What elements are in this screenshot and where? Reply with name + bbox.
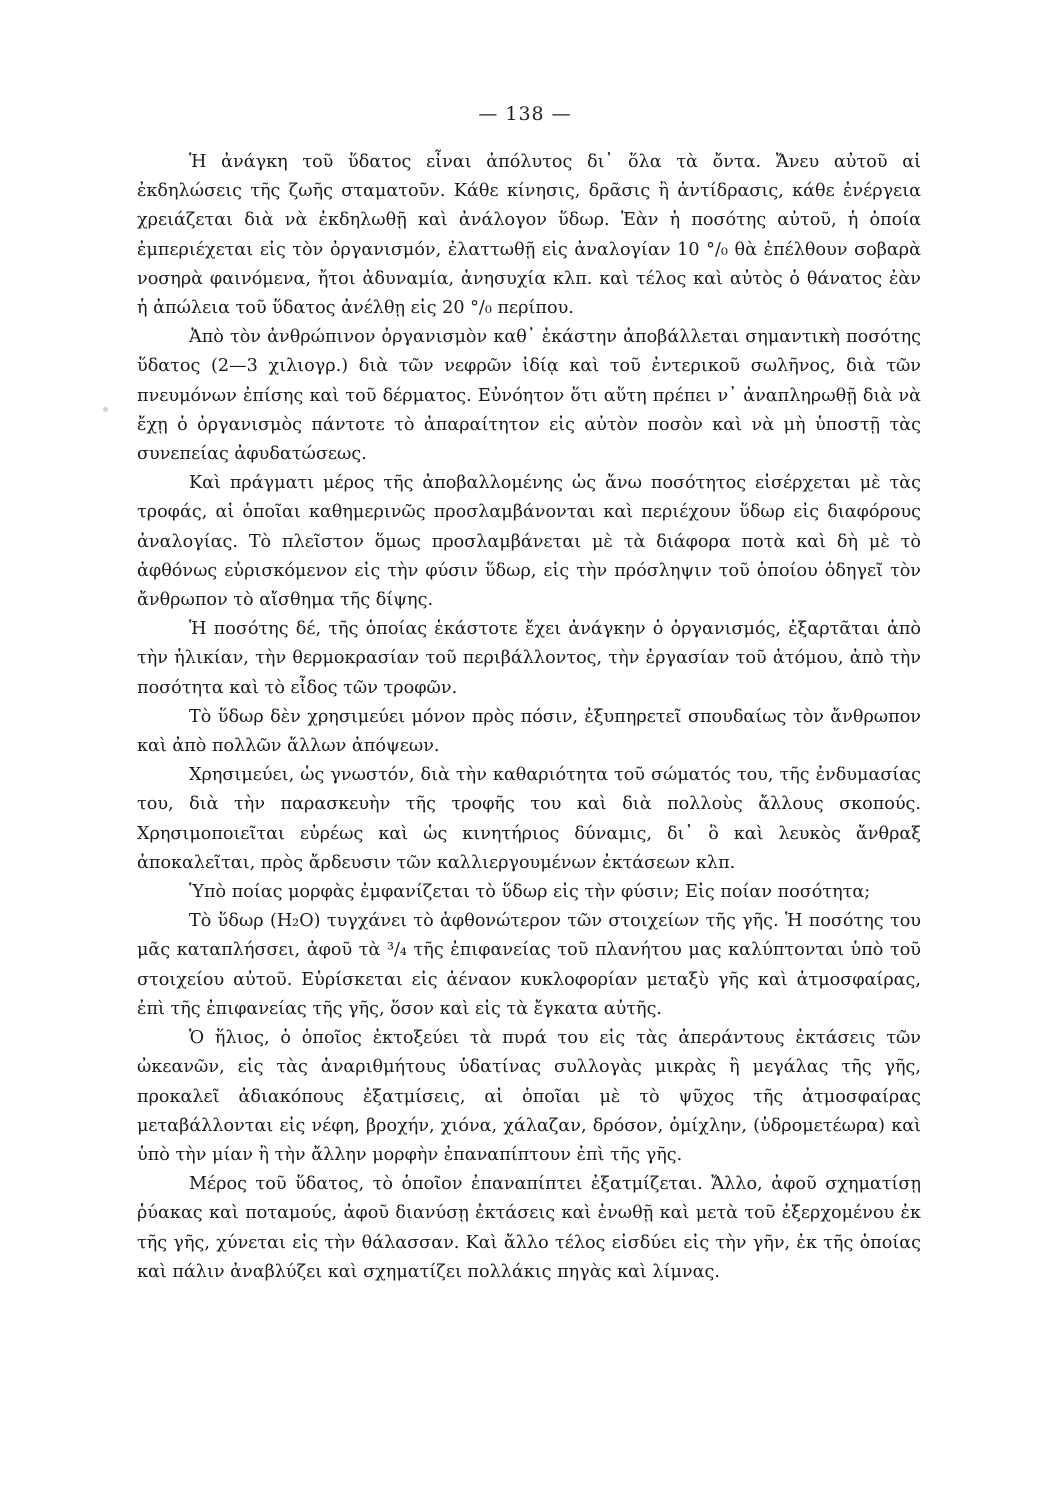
paragraph-1: Ἡ ἀνάγκη τοῦ ὕδατος εἶναι ἀπόλυτος δι᾽ ὅλα τὰ ὄντα. Ἄνευ αὐτοῦ αἱ ἐκδηλώσεις τῆς ζωῆς σταματοῦν. Κάθε κίνησις, δρᾶσις ἢ ἀντίδρασις, κάθε ἐνέργεια χρειάζεται διὰ νὰ ἐκδηλωθῇ καὶ ἀνάλογον ὕδωρ. Ἐὰν ἡ ποσότης αὐτοῦ, ἡ ὁποία ἐμπεριέχεται εἰς τὸν ὀργανισμόν, ἐλαττωθῇ εἰς ἀναλογίαν 10 °/₀ θὰ ἐπέλθουν σοβαρὰ νοσηρὰ φαινόμενα, ἤτοι ἀδυναμία, ἀνησυχία κλπ. καὶ τέλος καὶ αὐτὸς ὁ θάνατος ἐὰν ἡ ἀπώλεια τοῦ ὕδατος ἀνέλθῃ εἰς 20 °/₀ περίπου. <box>137 152 921 319</box>
paragraph-9: Ὁ ἥλιος, ὁ ὁποῖος ἐκτοξεύει τὰ πυρά του εἰς τὰς ἀπεράντους ἐκτάσεις τῶν ὠκεανῶν, εἰς τὰς ἀναριθμήτους ὑδατίνας συλλογὰς μικρὰς ἢ μεγάλας τῆς γῆς, προκαλεῖ ἀδιακόπους ἐξατμίσεις, αἱ ὁποῖαι μὲ τὸ ψῦχος τῆς ἀτμοσφαίρας μεταβάλλονται εἰς νέφη, βροχήν, χιόνα, χάλαζαν, δρόσον, ὁμίχλην, (ὑδρομετέωρα) καὶ ὑπὸ τὴν μίαν ἢ τὴν ἄλλην μορφὴν ἐπαναπίπτουν ἐπὶ τῆς γῆς. <box>137 1028 921 1165</box>
body-text <box>137 148 921 1287</box>
paragraph-5: Τὸ ὕδωρ δὲν χρησιμεύει μόνον πρὸς πόσιν, ἐξυπηρετεῖ σπουδαίως τὸν ἄνθρωπον καὶ ἀπὸ πολλῶν ἄλλων ἀπόψεων. <box>137 706 921 757</box>
paragraph-3: Καὶ πράγματι μέρος τῆς ἀποβαλλομένης ὡς ἄνω ποσότητος εἰσέρχεται μὲ τὰς τροφάς, αἱ ὁποῖαι καθημερινῶς προσλαμβάνονται καὶ περιέχουν ὕδωρ εἰς διαφόρους ἀναλογίας. Τὸ πλεῖστον ὅμως προσλαμβάνεται μὲ τὰ διάφορα ποτὰ καὶ δὴ μὲ τὸ ἀφθόνως εὑρισκόμενον εἰς τὴν φύσιν ὕδωρ, εἰς τὴν πρόσληψιν τοῦ ὁποίου ὁδηγεῖ τὸν ἄνθρωπον τὸ αἴσθημα τῆς δίψης. <box>137 473 921 611</box>
paragraph-4: Ἡ ποσότης δέ, τῆς ὁποίας ἑκάστοτε ἔχει ἀνάγκην ὁ ὀργανισμός, ἐξαρτᾶται ἀπὸ τὴν ἡλικίαν, τὴν θερμοκρασίαν τοῦ περιβάλλοντος, τὴν ἐργασίαν τοῦ ἀτόμου, ἀπὸ τὴν ποσότητα καὶ τὸ εἶδος τῶν τροφῶν. <box>137 619 921 698</box>
paragraph-10: Μέρος τοῦ ὕδατος, τὸ ὁποῖον ἐπαναπίπτει ἐξατμίζεται. Ἄλλο, ἀφοῦ σχηματίσῃ ῥύακας καὶ ποταμούς, ἀφοῦ διανύσῃ ἐκτάσεις καὶ ἑνωθῇ καὶ μετὰ τοῦ ἐξερχομένου ἐκ τῆς γῆς, χύνεται εἰς τὴν θάλασσαν. Καὶ ἄλλο τέλος εἰσδύει εἰς τὴν γῆν, ἐκ τῆς ὁποίας καὶ πάλιν ἀναβλύζει καὶ σχηματίζει πολλάκις πηγὰς καὶ λίμνας. <box>137 1174 921 1282</box>
paragraph-6: Χρησιμεύει, ὡς γνωστόν, διὰ τὴν καθαριότητα τοῦ σώματός του, τῆς ἐνδυμασίας του, διὰ τὴν παρασκευὴν τῆς τροφῆς του καὶ διὰ πολλοὺς ἄλλους σκοπούς. Χρησιμοποιεῖται εὐρέως καὶ ὡς κινητήριος δύναμις, δι᾽ ὃ καὶ λευκὸς ἄνθραξ ἀποκαλεῖται, πρὸς ἄρδευσιν τῶν καλλιεργουμένων ἐκτάσεων κλπ. <box>137 765 921 873</box>
page-number: — 138 — <box>478 103 572 125</box>
paragraph-8: Τὸ ὕδωρ (H₂O) τυγχάνει τὸ ἀφθονώτερον τῶν στοιχείων τῆς γῆς. Ἡ ποσότης του μᾶς καταπλήσσει, ἀφοῦ τὰ ³/₄ τῆς ἐπιφανείας τοῦ πλανήτου μας καλύπτονται ὑπὸ τοῦ στοιχείου αὐτοῦ. Εὑρίσκεται εἰς ἀέναον κυκλοφορίαν μεταξὺ γῆς καὶ ἀτμοσφαίρας, ἐπὶ τῆς ἐπιφανείας τῆς γῆς, ὅσον καὶ εἰς τὰ ἔγκατα αὐτῆς. <box>137 911 921 1019</box>
paragraph-2: Ἀπὸ τὸν ἀνθρώπινον ὀργανισμὸν καθ᾽ ἑκάστην ἀποβάλλεται σημαντικὴ ποσότης ὕδατος (2—3 χιλιογρ.) διὰ τῶν νεφρῶν ἰδίᾳ καὶ τοῦ ἐντερικοῦ σωλῆνος, διὰ τῶν πνευμόνων ἐπίσης καὶ τοῦ δέρματος. Εὐνόητον ὅτι αὕτη πρέπει ν᾽ ἀναπληρωθῇ διὰ νὰ ἔχῃ ὁ ὀργανισμὸς πάντοτε τὸ ἀπαραίτητον εἰς αὐτὸν ποσὸν καὶ νὰ μὴ ὑποστῇ τὰς συνεπείας ἀφυδατώσεως. <box>137 327 921 465</box>
paragraph-7: Ὑπὸ ποίας μορφὰς ἐμφανίζεται τὸ ὕδωρ εἰς τὴν φύσιν; Εἰς ποίαν ποσότητα; <box>189 882 871 903</box>
scan-speck <box>103 407 108 412</box>
